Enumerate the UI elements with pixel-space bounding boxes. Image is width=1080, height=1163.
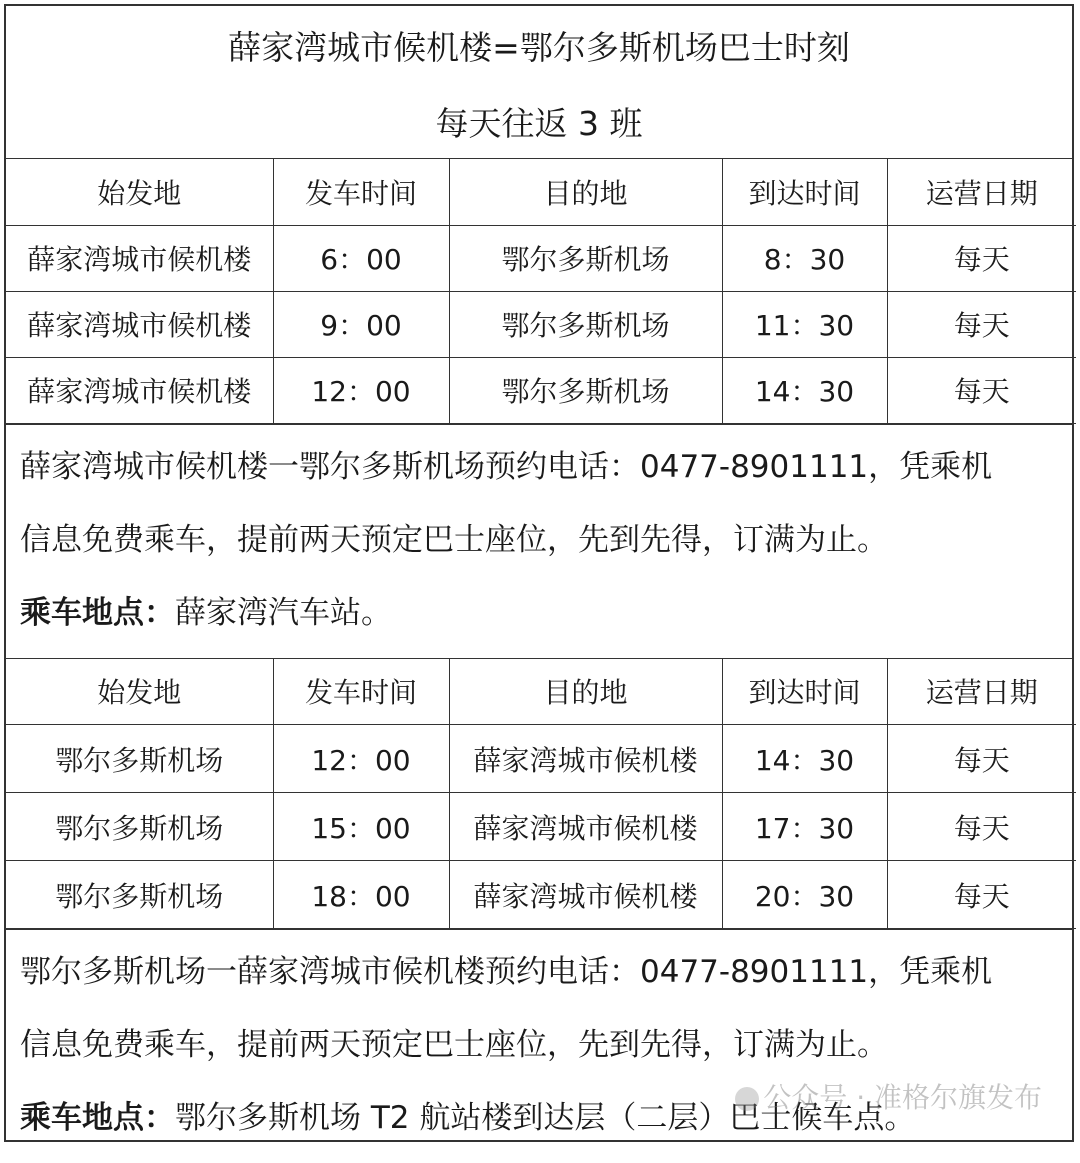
cell-origin: 薛家湾城市候机楼 — [6, 225, 273, 291]
cell-arrive-time: 11：30 — [722, 291, 887, 357]
col-header-service-days: 运营日期 — [887, 159, 1076, 225]
pickup-label: 乘车地点： — [20, 594, 175, 631]
cell-arrive-time: 14：30 — [722, 725, 887, 793]
cell-depart-time: 12：00 — [273, 725, 449, 793]
col-header-arrive-time: 到达时间 — [722, 659, 887, 725]
col-header-destination: 目的地 — [449, 159, 722, 225]
cell-arrive-time: 14：30 — [722, 357, 887, 423]
col-header-depart-time: 发车时间 — [273, 159, 449, 225]
cell-arrive-time: 8：30 — [722, 225, 887, 291]
cell-origin: 鄂尔多斯机场 — [6, 725, 273, 793]
outbound-schedule-table — [6, 159, 1076, 424]
cell-arrive-time: 17：30 — [722, 793, 887, 861]
watermark-text: 公众号 · 准格尔旗发布 — [763, 1081, 1042, 1114]
cell-destination: 鄂尔多斯机场 — [449, 291, 722, 357]
inbound-schedule-table — [6, 659, 1076, 930]
table-row — [6, 725, 1076, 793]
cell-depart-time: 9：00 — [273, 291, 449, 357]
cell-service-days: 每天 — [887, 725, 1076, 793]
pickup-value: 薛家湾汽车站。 — [175, 594, 392, 631]
col-header-depart-time: 发车时间 — [273, 659, 449, 725]
title-block — [6, 6, 1072, 159]
table-row — [6, 357, 1076, 423]
inbound-note — [6, 929, 1072, 1163]
table-row — [6, 225, 1076, 291]
booking-info-line: 信息免费乘车，提前两天预定巴士座位，先到先得，订满为止。 — [20, 521, 888, 558]
cell-destination: 鄂尔多斯机场 — [449, 225, 722, 291]
cell-destination: 薛家湾城市候机楼 — [449, 793, 722, 861]
cell-service-days: 每天 — [887, 357, 1076, 423]
pickup-label: 乘车地点： — [20, 1100, 175, 1136]
booking-info-line: 信息免费乘车，提前两天预定巴士座位，先到先得，订满为止。 — [20, 1027, 888, 1063]
page-subtitle: 每天往返 3 班 — [435, 104, 643, 143]
table-header-row — [6, 659, 1076, 725]
cell-service-days: 每天 — [887, 793, 1076, 861]
cell-destination: 薛家湾城市候机楼 — [449, 725, 722, 793]
cell-service-days: 每天 — [887, 861, 1076, 929]
watermark — [735, 1076, 1042, 1116]
cell-service-days: 每天 — [887, 225, 1076, 291]
schedule-sheet — [4, 4, 1074, 1142]
table-header-row — [6, 159, 1076, 225]
outbound-note — [6, 424, 1072, 659]
booking-info-line: 鄂尔多斯机场一薛家湾城市候机楼预约电话：0477-8901111，凭乘机 — [20, 954, 993, 990]
table-row — [6, 793, 1076, 861]
booking-info-line: 薛家湾城市候机楼一鄂尔多斯机场预约电话：0477-8901111，凭乘机 — [20, 448, 993, 485]
cell-origin: 鄂尔多斯机场 — [6, 793, 273, 861]
cell-depart-time: 18：00 — [273, 861, 449, 929]
cell-arrive-time: 20：30 — [722, 861, 887, 929]
col-header-destination: 目的地 — [449, 659, 722, 725]
table-row — [6, 861, 1076, 929]
page-title: 薛家湾城市候机楼=鄂尔多斯机场巴士时刻 — [228, 28, 850, 67]
cell-depart-time: 6：00 — [273, 225, 449, 291]
pickup-location — [20, 577, 1058, 650]
cell-destination: 鄂尔多斯机场 — [449, 357, 722, 423]
wechat-icon — [735, 1087, 759, 1111]
pickup-value: 鄂尔多斯机场 T2 航站楼到达层（二层）巴士候车点。 — [175, 1100, 916, 1136]
col-header-origin: 始发地 — [6, 159, 273, 225]
col-header-service-days: 运营日期 — [887, 659, 1076, 725]
col-header-arrive-time: 到达时间 — [722, 159, 887, 225]
table-row — [6, 291, 1076, 357]
col-header-origin: 始发地 — [6, 659, 273, 725]
cell-service-days: 每天 — [887, 291, 1076, 357]
cell-destination: 薛家湾城市候机楼 — [449, 861, 722, 929]
cell-origin: 鄂尔多斯机场 — [6, 861, 273, 929]
cell-origin: 薛家湾城市候机楼 — [6, 357, 273, 423]
cell-origin: 薛家湾城市候机楼 — [6, 291, 273, 357]
cell-depart-time: 15：00 — [273, 793, 449, 861]
cell-depart-time: 12：00 — [273, 357, 449, 423]
